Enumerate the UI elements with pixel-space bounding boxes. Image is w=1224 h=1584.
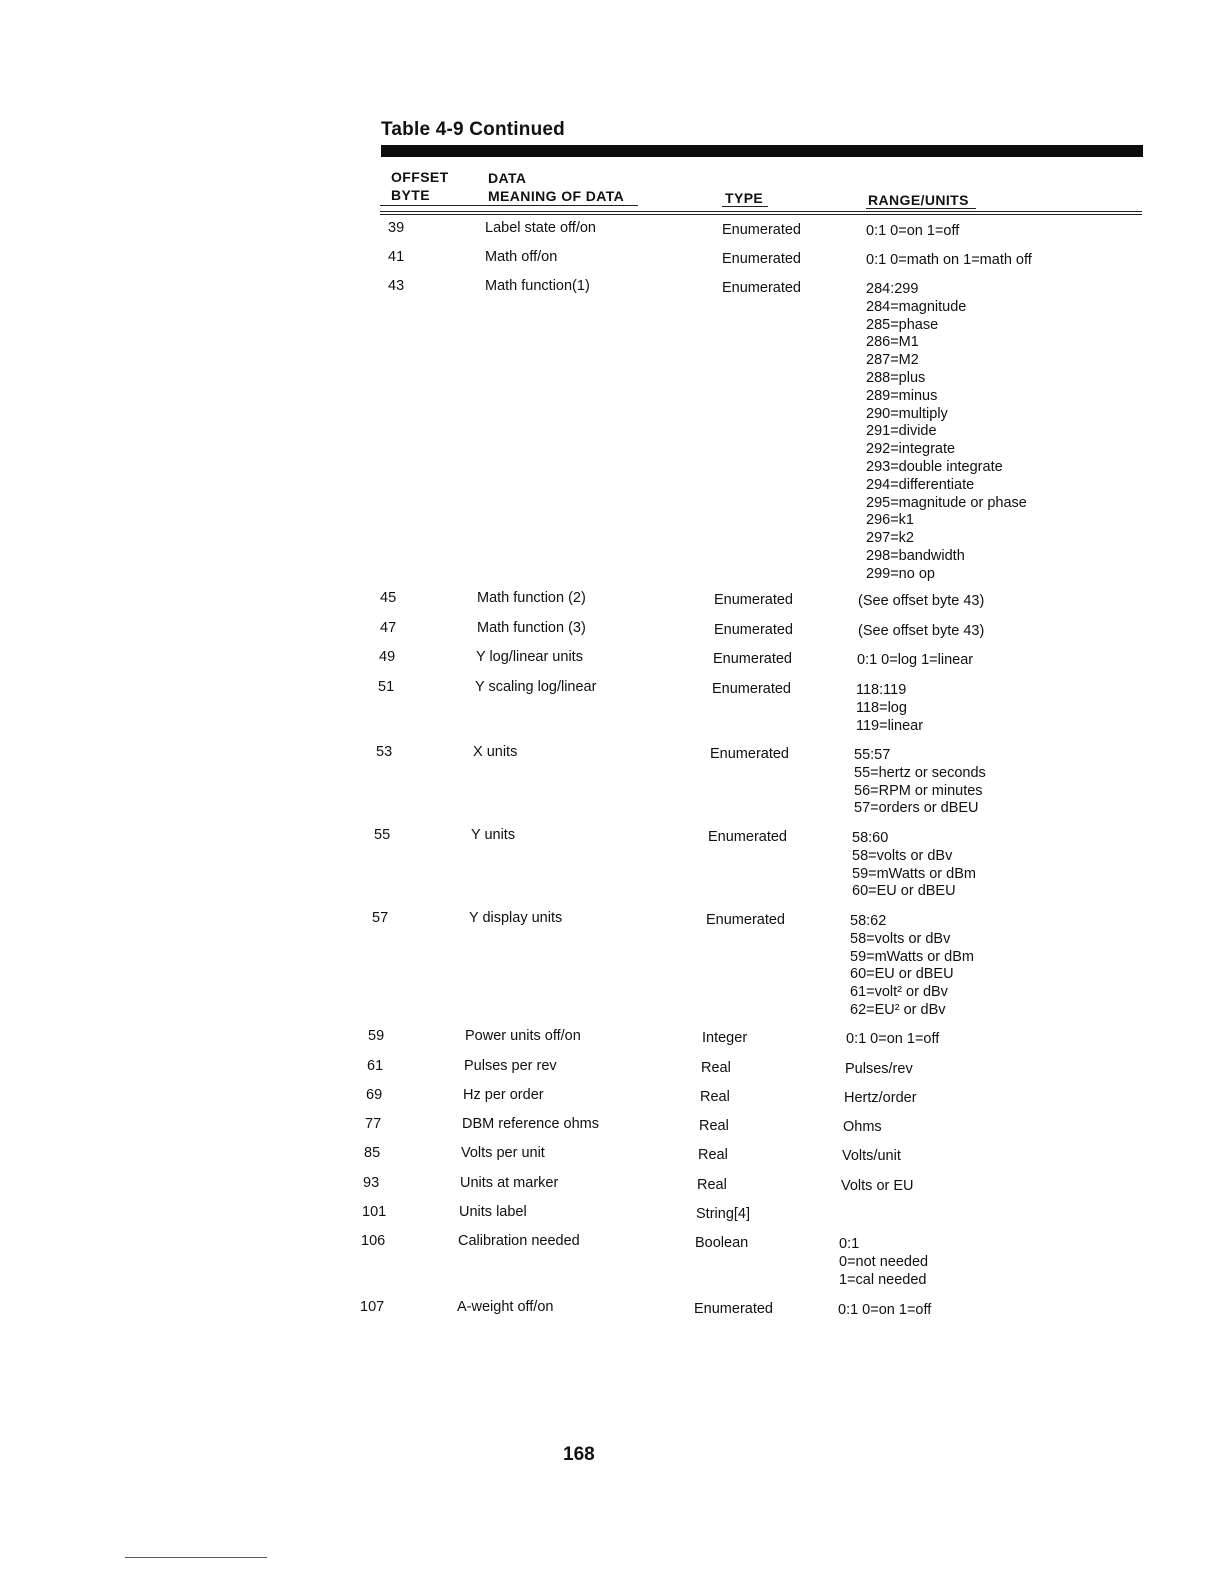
range-line: 58:60 <box>852 830 889 846</box>
offset-cell: 41 <box>388 249 405 265</box>
range-cell <box>854 747 986 818</box>
offset-cell: 77 <box>365 1116 382 1132</box>
header-rule <box>380 211 1142 212</box>
range-line: Hertz/order <box>844 1090 917 1106</box>
range-cell <box>850 913 974 1020</box>
header-offset-line1: OFFSET <box>391 169 449 185</box>
offset-cell: 85 <box>364 1145 381 1161</box>
range-cell <box>858 593 984 611</box>
range-line: 58:62 <box>850 913 887 929</box>
range-cell <box>841 1178 914 1196</box>
range-line: 1=cal needed <box>839 1271 927 1288</box>
range-line: 62=EU² or dBv <box>850 1001 946 1018</box>
range-line: 56=RPM or minutes <box>854 782 983 799</box>
type-cell: Real <box>700 1089 730 1105</box>
offset-cell: 49 <box>379 649 396 665</box>
range-cell <box>866 223 959 241</box>
header-underline <box>866 208 976 209</box>
meaning-cell: Hz per order <box>463 1087 544 1103</box>
range-line: 55=hertz or seconds <box>854 764 986 781</box>
header-data-line2: MEANING OF DATA <box>488 188 625 204</box>
header-rule <box>380 214 1142 215</box>
title-bar <box>381 145 1143 157</box>
range-cell <box>866 281 1027 584</box>
meaning-cell: Calibration needed <box>458 1233 580 1249</box>
type-cell: Enumerated <box>706 912 785 928</box>
type-cell: Enumerated <box>714 592 793 608</box>
range-line: 298=bandwidth <box>866 547 965 564</box>
range-cell <box>844 1090 917 1108</box>
range-line: 296=k1 <box>866 512 914 529</box>
range-line: 287=M2 <box>866 352 919 369</box>
offset-cell: 59 <box>368 1028 385 1044</box>
range-line: 0:1 <box>839 1236 860 1252</box>
table-title: Table 4-9 Continued <box>381 119 565 140</box>
range-line: 293=double integrate <box>866 458 1003 475</box>
meaning-cell: Power units off/on <box>465 1028 581 1044</box>
range-line: 289=minus <box>866 387 938 404</box>
meaning-cell: DBM reference ohms <box>462 1116 599 1132</box>
range-line: 291=divide <box>866 423 937 440</box>
offset-cell: 101 <box>362 1204 387 1220</box>
page-number: 168 <box>563 1444 595 1465</box>
meaning-cell: Math off/on <box>485 249 558 265</box>
meaning-cell: X units <box>473 744 518 760</box>
meaning-cell: Y log/linear units <box>476 649 583 665</box>
meaning-cell: Y scaling log/linear <box>475 679 597 695</box>
offset-cell: 47 <box>380 620 397 636</box>
bottom-rule <box>125 1557 267 1558</box>
meaning-cell: Math function (2) <box>477 590 586 606</box>
type-cell: Enumerated <box>722 280 801 296</box>
type-cell: Real <box>699 1118 729 1134</box>
range-line: 0=not needed <box>839 1253 929 1270</box>
offset-cell: 57 <box>372 910 389 926</box>
range-line: 284:299 <box>866 281 919 297</box>
header-type: TYPE <box>725 190 764 206</box>
range-line: 286=M1 <box>866 334 919 351</box>
header-range: RANGE/UNITS <box>868 192 969 208</box>
range-line: 290=multiply <box>866 405 948 422</box>
offset-cell: 43 <box>388 278 405 294</box>
meaning-cell: Volts per unit <box>461 1145 545 1161</box>
type-cell: String[4] <box>696 1206 750 1222</box>
meaning-cell: Units at marker <box>460 1175 559 1191</box>
offset-cell: 61 <box>367 1058 384 1074</box>
offset-cell: 69 <box>366 1087 383 1103</box>
range-cell <box>846 1031 939 1049</box>
meaning-cell: Label state off/on <box>485 220 596 236</box>
range-line: 295=magnitude or phase <box>866 494 1027 511</box>
type-cell: Real <box>698 1147 728 1163</box>
range-line: Pulses/rev <box>845 1061 913 1077</box>
range-line: Volts/unit <box>842 1148 901 1164</box>
range-line: 59=mWatts or dBm <box>852 865 976 882</box>
range-cell <box>845 1061 913 1079</box>
range-line: 59=mWatts or dBm <box>850 948 974 965</box>
meaning-cell: Math function (3) <box>477 620 586 636</box>
range-line: 0:1 0=math on 1=math off <box>866 252 1032 268</box>
range-line: 118:119 <box>856 682 907 698</box>
offset-cell: 55 <box>374 827 391 843</box>
meaning-cell: Y units <box>471 827 516 843</box>
range-cell <box>852 830 976 901</box>
type-cell: Enumerated <box>722 222 801 238</box>
offset-cell: 45 <box>380 590 397 606</box>
range-line: 60=EU or dBEU <box>850 966 954 983</box>
range-line: 61=volt² or dBv <box>850 984 948 1001</box>
range-line: 60=EU or dBEU <box>852 883 956 900</box>
meaning-cell: Pulses per rev <box>464 1058 557 1074</box>
range-line: 288=plus <box>866 369 926 386</box>
offset-cell: 107 <box>360 1299 385 1315</box>
range-line: Ohms <box>843 1119 882 1135</box>
range-line: 0:1 0=log 1=linear <box>857 652 974 668</box>
type-cell: Integer <box>702 1030 748 1046</box>
type-cell: Enumerated <box>710 746 789 762</box>
range-line: 294=differentiate <box>866 476 975 493</box>
range-cell <box>842 1148 901 1166</box>
type-cell: Enumerated <box>722 251 801 267</box>
type-cell: Enumerated <box>712 681 791 697</box>
range-cell <box>866 252 1032 270</box>
type-cell: Enumerated <box>708 829 787 845</box>
type-cell: Real <box>701 1060 731 1076</box>
meaning-cell: A-weight off/on <box>457 1299 554 1315</box>
meaning-cell: Math function(1) <box>485 278 590 294</box>
range-line: 284=magnitude <box>866 298 967 315</box>
offset-cell: 39 <box>388 220 405 236</box>
range-line: 297=k2 <box>866 530 914 547</box>
meaning-cell: Units label <box>459 1204 527 1220</box>
type-cell: Enumerated <box>694 1301 773 1317</box>
type-cell: Real <box>697 1177 727 1193</box>
range-cell <box>839 1236 928 1289</box>
type-cell: Enumerated <box>713 651 792 667</box>
range-cell <box>843 1119 882 1137</box>
header-offset-line2: BYTE <box>391 187 430 203</box>
range-cell <box>838 1302 931 1320</box>
range-line: 0:1 0=on 1=off <box>846 1031 940 1047</box>
range-line: 55:57 <box>854 747 891 763</box>
range-line: 299=no op <box>866 565 935 582</box>
range-line: 57=orders or dBEU <box>854 800 979 817</box>
range-line: 58=volts or dBv <box>850 930 951 947</box>
header-underline <box>380 205 638 206</box>
range-line: 292=integrate <box>866 441 956 458</box>
range-cell <box>856 682 923 735</box>
range-cell <box>858 623 984 641</box>
range-line: Volts or EU <box>841 1178 914 1194</box>
range-line: 119=linear <box>856 717 924 734</box>
range-line: (See offset byte 43) <box>858 593 985 609</box>
range-line: 0:1 0=on 1=off <box>838 1302 932 1318</box>
type-cell: Boolean <box>695 1235 749 1251</box>
header-underline <box>722 206 768 207</box>
offset-cell: 53 <box>376 744 393 760</box>
range-line: 118=log <box>856 699 907 716</box>
offset-cell: 106 <box>361 1233 386 1249</box>
offset-cell: 93 <box>363 1175 380 1191</box>
range-line: 58=volts or dBv <box>852 847 953 864</box>
type-cell: Enumerated <box>714 622 793 638</box>
range-cell <box>857 652 973 670</box>
range-line: (See offset byte 43) <box>858 623 985 639</box>
meaning-cell: Y display units <box>469 910 563 926</box>
header-data-line1: DATA <box>488 170 527 186</box>
range-line: 285=phase <box>866 316 939 333</box>
offset-cell: 51 <box>378 679 395 695</box>
range-line: 0:1 0=on 1=off <box>866 223 960 239</box>
